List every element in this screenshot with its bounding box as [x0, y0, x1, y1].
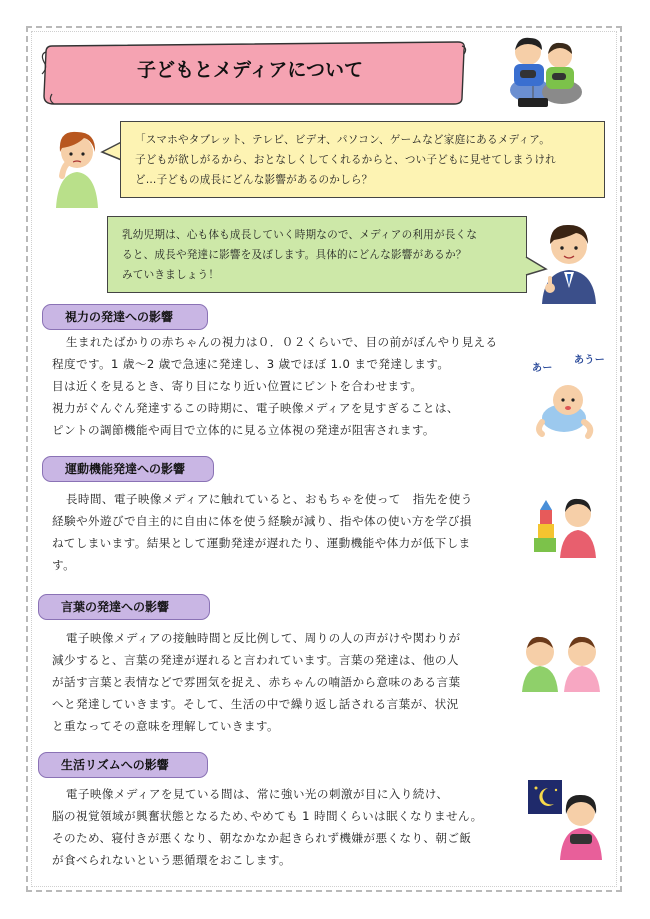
section-body-rhythm	[52, 783, 524, 871]
kids-playing-game-icon	[500, 30, 590, 110]
body-line: 程度です。1 歳～2 歳で急速に発達し、3 歳でほぼ 1.0 まで発達します。	[52, 357, 450, 371]
body-line: 電子映像メディアを見ている間は、常に強い光の刺激が目に入り続け、	[65, 787, 449, 801]
section-body-language	[52, 627, 520, 737]
child-with-blocks-icon	[528, 486, 604, 558]
girl-playing-game-icon	[556, 784, 606, 860]
body-line: 脳の視覚領域が興奮状態となるため､やめても 1 時間くらいは眠くなりません。	[52, 809, 483, 823]
body-line: が話す言葉と表情などで雰囲気を捉え、赤ちゃんの喃語から意味のある言葉	[52, 675, 461, 689]
mother-bubble-line: ど…子どもの成長にどんな影響があるのかしら？	[135, 174, 373, 186]
body-line: が食べられないという悪循環をおこします。	[52, 853, 291, 867]
section-heading-rhythm	[38, 752, 208, 778]
mother-speech-bubble	[120, 121, 605, 198]
body-line: 生まれたばかりの赤ちゃんの視力は０．０２くらいで、目の前がぼんやり見える	[65, 335, 498, 349]
mother-thinking-icon	[48, 124, 106, 208]
body-line: 電子映像メディアの接触時間と反比例して、周りの人の声がけや関わりが	[65, 631, 461, 645]
body-line: 視力がぐんぐん発達するこの時期に、電子映像メディアを見すぎることは、	[52, 401, 459, 415]
body-line: 経験や外遊びで自主的に自由に体を使う経験が減り、指や体の使い方を学び損	[52, 514, 472, 528]
mother-bubble-line: 「スマホやタブレット、テレビ、ビデオ、パソコン、ゲームなど家庭にあるメディア。	[135, 134, 551, 146]
section-heading-vision	[42, 304, 208, 330]
baby-word-b: あうー	[574, 355, 606, 366]
doctor-bubble-line: ると、成長や発達に影響を及ぼします。具体的にどんな影響があるか？	[122, 249, 467, 261]
section-heading-language	[38, 594, 210, 620]
section-heading-text: 視力の発達への影響	[65, 310, 174, 324]
section-heading-text: 運動機能発達への影響	[65, 462, 186, 476]
doctor-man-icon	[536, 214, 602, 304]
body-line: そのため、寝付きが悪くなり、朝なかなか起きられず機嫌が悪くなり、朝ご飯	[52, 831, 472, 845]
body-line: と重なってその意味を理解していきます。	[52, 719, 279, 733]
doctor-speech-bubble	[107, 216, 527, 293]
section-body-motor	[52, 488, 524, 576]
body-line: 長時間、電子映像メディアに触れていると、おもちゃを使って 指先を使う	[65, 492, 473, 506]
body-line: ねてしまいます。結果として運動発達が遅れたり、運動機能や体力が低下しま	[52, 536, 471, 550]
body-line: す。	[52, 558, 76, 572]
section-heading-text: 言葉の発達への影響	[61, 600, 170, 614]
mother-bubble-line: 子どもが欲しがるから、おとなしくしてくれるからと、つい子どもに見せてしまうけれ	[135, 154, 556, 166]
body-line: へと発達していきます。そして、生活の中で繰り返し話される言葉が、状況	[52, 697, 459, 711]
baby-word-a: あー	[532, 363, 553, 374]
body-line: 目は近くを見るとき、寄り目になり近い位置にピントを合わせます。	[52, 379, 423, 393]
doctor-bubble-line: 乳幼児期は、心も体も成長していく時期なので、メディアの利用が長くな	[122, 229, 478, 241]
body-line: 減少すると、言葉の発達が遅れると言われています。言葉の発達は、他の人	[52, 653, 459, 667]
page-title: 子どもとメディアについて	[136, 59, 364, 81]
section-body-vision	[52, 331, 532, 441]
body-line: ピントの調節機能や両目で立体的に見る立体視の発達が阻害されます。	[52, 423, 435, 437]
two-babies-icon	[518, 628, 604, 692]
section-heading-text: 生活リズムへの影響	[61, 758, 169, 772]
doctor-bubble-line: みていきましょう！	[122, 269, 220, 281]
section-heading-motor	[42, 456, 214, 482]
